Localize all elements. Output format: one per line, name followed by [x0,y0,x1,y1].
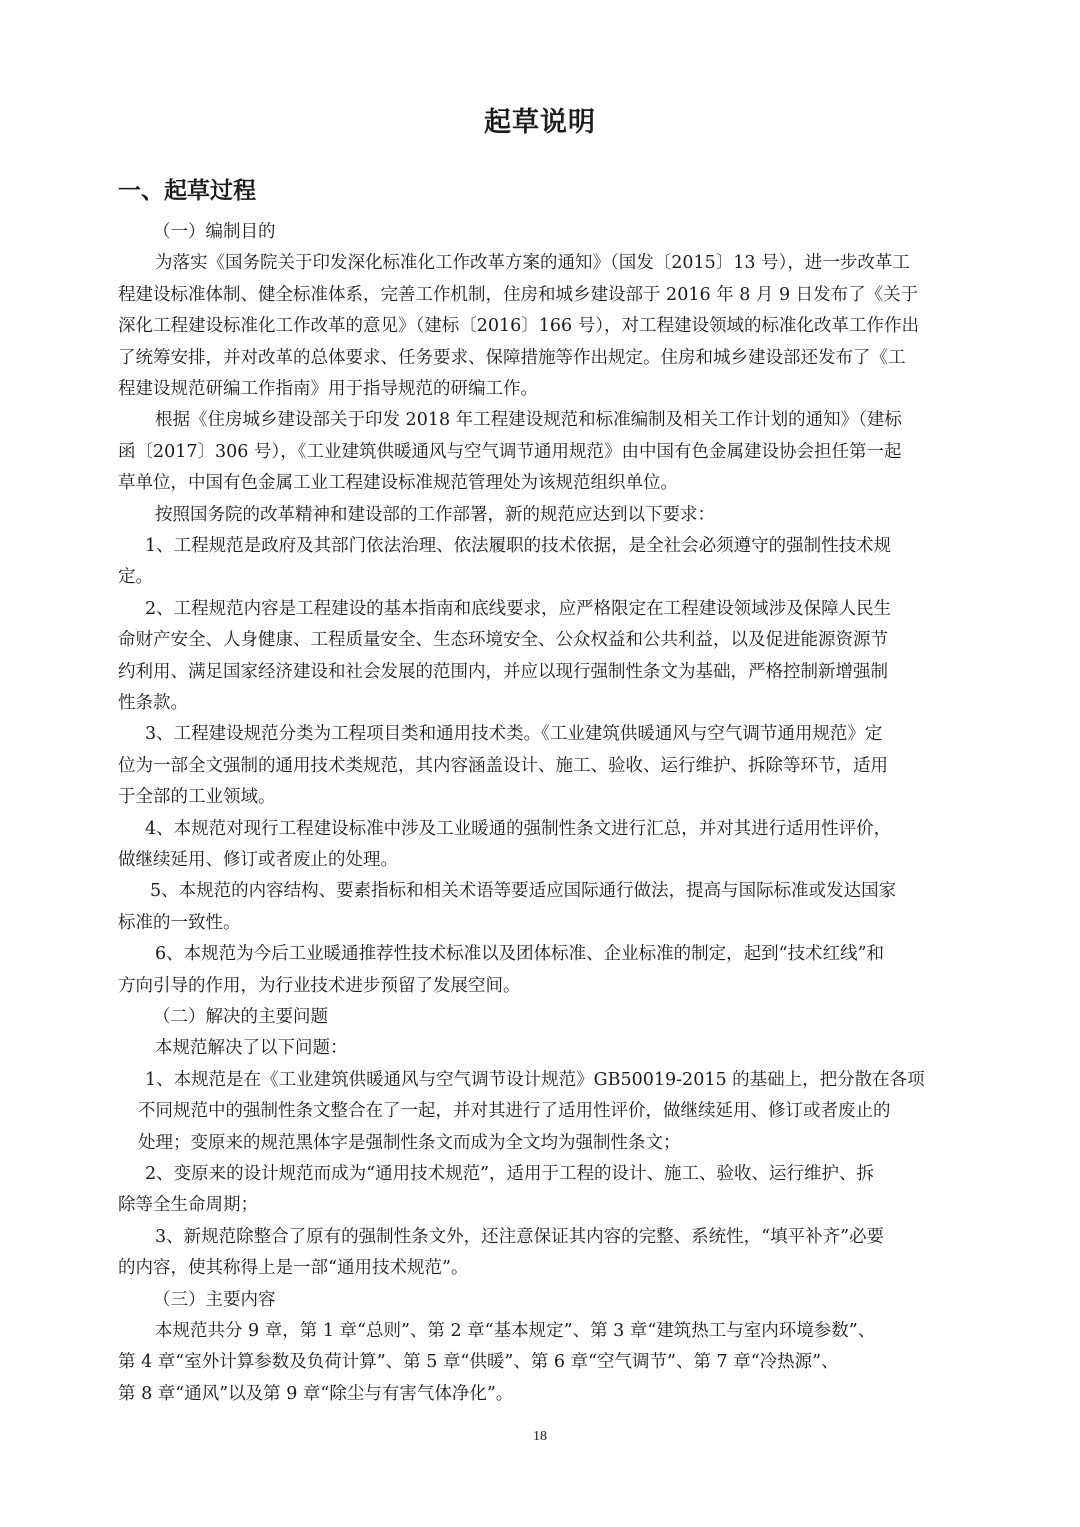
body-line: 第 8 章“通风”以及第 9 章“除尘与有害气体净化”。 [118,1383,514,1404]
list-item-1: 1、工程规范是政府及其部门依法治理、依法履职的技术依据，是全社会必须遵守的强制性技术规 [145,536,892,556]
body-line: 函〔2017〕306 号），《工业建筑供暖通风与空气调节通用规范》由中国有色金属建设协会担任第一起 [118,441,902,462]
body-line: 方向引导的作用，为行业技术进步预留了发展空间。 [118,975,521,996]
body-line: 于全部的工业领域。 [118,787,276,808]
list-item-2: 2、工程规范内容是工程建设的基本指南和底线要求，应严格限定在工程建设领域涉及保障人民生 [145,598,892,619]
problem-item-3: 3、新规范除整合了原有的强制性条文外，还注意保证其内容的完整、系统性，“填平补齐”必要 [155,1226,885,1247]
problem-item-1: 1、本规范是在《工业建筑供暖通风与空气调节设计规范》GB50019-2015 的基础上，把分散在各项 [145,1069,925,1090]
body-line: 本规范共分 9 章，第 1 章“总则”、第 2 章“基本规定”、第 3 章“建筑热工与室内环境参数”、 [155,1321,876,1341]
body-line: 程建设标准体制、健全标准体系，完善工作机制，住房和城乡建设部于 2016 年 8 月 9 日发布了《关于 [118,284,919,305]
list-item-3: 3、工程建设规范分类为工程项目类和通用技术类。《工业建筑供暖通风与空气调节通用规范》定 [145,724,883,745]
subsection-heading-problems: （二）解决的主要问题 [153,1007,328,1027]
body-line: 的内容，使其称得上是一部“通用技术规范”。 [118,1258,469,1279]
body-line: 定。 [118,567,153,588]
subsection-heading-contents: （三）主要内容 [153,1289,276,1310]
body-line: 为落实《国务院关于印发深化标准化工作改革方案的通知》（国发〔2015〕13 号），进一步改革工 [155,253,910,274]
body-line: 了统筹安排，并对改革的总体要求、任务要求、保障措施等作出规定。住房和城乡建设部还发布了《工 [118,347,906,368]
body-line: 不同规范中的强制性条文整合在了一起，并对其进行了适用性评价，做继续延用、修订或者废止的 [138,1101,891,1122]
list-item-5: 5、本规范的内容结构、要素指标和相关术语等要适应国际通行做法，提高与国际标准或发达国家 [150,881,897,902]
body-line: 第 4 章“室外计算参数及负荷计算”、第 5 章“供暖”、第 6 章“空气调节”、第 7 章“冷热源”、 [118,1352,839,1373]
subsection-heading-purpose: （一）编制目的 [153,222,276,242]
body-line: 本规范解决了以下问题： [155,1038,348,1059]
list-item-4: 4、本规范对现行工程建设标准中涉及工业暖通的强制性条文进行汇总，并对其进行适用性评价， [145,818,892,839]
body-line: 做继续延用、修订或者废止的处理。 [118,850,398,870]
section-heading: 一、起草过程 [118,178,256,204]
body-line: 程建设规范研编工作指南》用于指导规范的研编工作。 [118,379,538,399]
problem-item-2: 2、变原来的设计规范而成为“通用技术规范”，适用于工程的设计、施工、验收、运行维护、拆 [145,1164,875,1184]
body-line: 按照国务院的改革精神和建设部的工作部署，新的规范应达到以下要求： [155,504,715,525]
body-line: 位为一部全文强制的通用技术类规范，其内容涵盖设计、施工、验收、运行维护、拆除等环节，适用 [118,755,888,776]
page-title: 起草说明 [484,107,596,138]
body-line: 除等全生命周期； [118,1195,258,1216]
body-line: 命财产安全、人身健康、工程质量安全、生态环境安全、公众权益和公共利益，以及促进能源资源节 [118,630,888,651]
body-line: 根据《住房城乡建设部关于印发 2018 年工程建设规范和标准编制及相关工作计划的通知》（建标 [155,410,902,431]
body-line: 性条款。 [118,693,188,713]
body-line: 深化工程建设标准化工作改革的意见》（建标〔2016〕166 号），对工程建设领域的标准化改革工作作出 [118,316,919,337]
body-line: 处理；变原来的规范黑体字是强制性条文而成为全文均为强制性条文； [138,1132,681,1153]
body-line: 约利用、满足国家经济建设和社会发展的范围内，并应以现行强制性条文为基础，严格控制新增强制 [118,661,888,682]
page-number: 18 [533,1429,547,1445]
list-item-6: 6、本规范为今后工业暖通推荐性技术标准以及团体标准、企业标准的制定，起到“技术红线”和 [155,944,885,965]
body-line: 标准的一致性。 [118,912,241,933]
body-line: 草单位，中国有色金属工业工程建设标准规范管理处为该规范组织单位。 [118,473,678,494]
